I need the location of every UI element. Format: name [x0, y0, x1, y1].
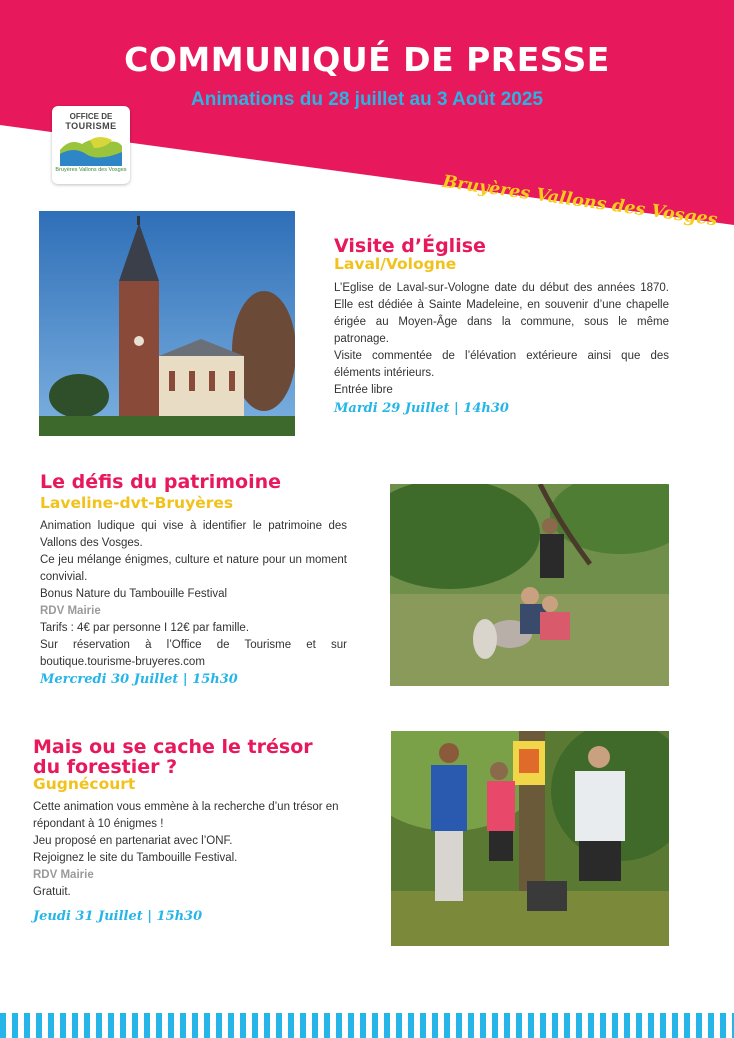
event2-text: Sur réservation à l’Office de Tourisme et sur boutique.tourisme-bruyeres.com [40, 639, 347, 668]
event3-date: Jeudi 31 Juillet | 15h30 [33, 909, 203, 924]
region-tagline: Bruyères Vallons des Vosges [441, 172, 719, 231]
logo-line1: OFFICE DE [69, 112, 113, 121]
event2-text: Ce jeu mélange énigmes, culture et nature pour un moment convivial. [40, 554, 347, 583]
event3-title: Mais ou se cache le trésor du forestier ? [33, 736, 313, 778]
event1-date: Mardi 29 Juillet | 14h30 [334, 401, 509, 416]
event2-text: Animation ludique qui vise à identifier le patrimoine des Vallons des Vosges. [40, 520, 347, 549]
page-title: COMMUNIQUÉ DE PRESSE [124, 40, 610, 79]
tourism-office-logo [52, 106, 130, 184]
event2-title: Le défis du patrimoine [40, 471, 282, 493]
logo-line2: TOURISME [65, 121, 117, 131]
event2-text: Tarifs : 4€ par personne I 12€ par famille. [40, 622, 250, 634]
event1-text: L’Eglise de Laval-sur-Vologne date du début des années 1870. Elle est dédiée à Sainte Madeleine, en souvenir d’une chapelle érigée au Moyen-Âge dans la commune, sous le même patronage. [334, 282, 669, 345]
event1-text: Entrée libre [334, 384, 393, 396]
event2-description [40, 518, 347, 671]
event3-place: Gugnécourt [33, 775, 136, 793]
footer-stripes [0, 1013, 734, 1038]
event2-text: Bonus Nature du Tambouille Festival [40, 588, 228, 600]
event3-text: Cette animation vous emmène à la recherche d’un trésor en répondant à 10 énigmes ! [33, 801, 339, 830]
event3-text: Rejoignez le site du Tambouille Festival. [33, 852, 238, 864]
event2-date: Mercredi 30 Juillet | 15h30 [40, 672, 238, 687]
event1-description [334, 280, 669, 399]
event1-text: Visite commentée de l’élévation extérieure ainsi que des éléments intérieurs. [334, 350, 669, 379]
event3-meeting-point: RDV Mairie [33, 869, 94, 881]
event3-description [33, 799, 353, 901]
church-photo [39, 211, 295, 436]
event3-text: Gratuit. [33, 886, 71, 898]
event3-text: Jeu proposé en partenariat avec l’ONF. [33, 835, 233, 847]
treasure-hunt-photo [391, 731, 669, 946]
heritage-game-photo [390, 484, 669, 686]
event2-meeting-point: RDV Mairie [40, 605, 101, 617]
logo-line3: Bruyères Vallons des Vosges [55, 167, 127, 173]
event2-place: Laveline-dvt-Bruyères [40, 494, 234, 512]
event1-title: Visite d’Église [334, 235, 486, 257]
landscape-icon [60, 134, 122, 166]
page-subtitle: Animations du 28 juillet au 3 Août 2025 [191, 89, 543, 110]
event1-place: Laval/Vologne [334, 255, 457, 273]
